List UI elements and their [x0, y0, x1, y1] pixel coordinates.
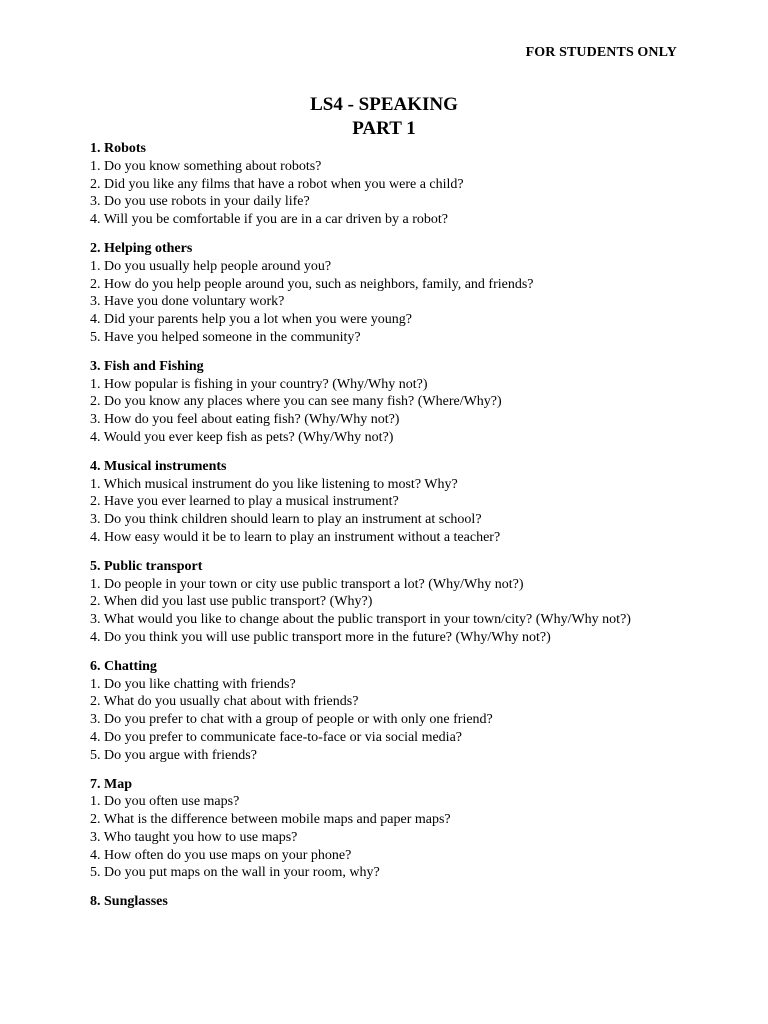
topic-title: 3. Fish and Fishing — [90, 358, 204, 374]
question-item: 1. Which musical instrument do you like listening to most? Why? — [90, 476, 458, 492]
topic-section — [90, 458, 690, 547]
question-item: 4. Do you prefer to communicate face-to-face or via social media? — [90, 729, 462, 745]
question-item: 2. Did you like any films that have a robot when you were a child? — [90, 176, 464, 192]
topic-section — [90, 358, 690, 447]
topic-title: 4. Musical instruments — [90, 458, 227, 474]
question-item: 5. Do you put maps on the wall in your room, why? — [90, 865, 380, 881]
topic-section — [90, 776, 690, 883]
question-item: 2. What do you usually chat about with friends? — [90, 694, 359, 710]
question-item: 4. Do you think you will use public transport more in the future? (Why/Why not?) — [90, 629, 551, 645]
topic-title: 1. Robots — [90, 141, 147, 156]
question-item: 2. When did you last use public transport? (Why?) — [90, 594, 373, 610]
topic-title: 2. Helping others — [90, 240, 193, 256]
question-item: 3. Do you use robots in your daily life? — [90, 194, 310, 210]
question-item: 4. Would you ever keep fish as pets? (Why/Why not?) — [90, 429, 394, 445]
question-item: 4. How often do you use maps on your phone? — [90, 847, 352, 863]
question-item: 1. Do you usually help people around you? — [90, 258, 332, 274]
question-item: 3. Do you prefer to chat with a group of people or with only one friend? — [90, 712, 493, 728]
question-item: 4. How easy would it be to learn to play an instrument without a teacher? — [90, 529, 501, 545]
topic-section — [90, 893, 690, 911]
question-item: 1. Do you often use maps? — [90, 794, 240, 810]
topic-title: 8. Sunglasses — [90, 894, 168, 910]
document-title — [0, 93, 768, 141]
topic-section — [90, 558, 690, 647]
question-item: 1. Do you know something about robots? — [90, 158, 322, 174]
audience-note: FOR STUDENTS ONLY — [525, 45, 677, 60]
question-item: 2. Have you ever learned to play a musical instrument? — [90, 494, 399, 510]
question-item: 3. What would you like to change about the public transport in your town/city? (Why/Why not?) — [90, 612, 631, 628]
question-item: 4. Did your parents help you a lot when you were young? — [90, 312, 412, 328]
question-item: 3. Who taught you how to use maps? — [90, 829, 298, 845]
topic-section — [90, 140, 690, 229]
topic-section — [90, 240, 690, 347]
question-list — [90, 140, 690, 922]
question-item: 3. How do you feel about eating fish? (Why/Why not?) — [90, 412, 400, 428]
question-item: 2. What is the difference between mobile maps and paper maps? — [90, 812, 451, 828]
question-item: 4. Will you be comfortable if you are in a car driven by a robot? — [90, 212, 448, 228]
title-line-main: LS4 - SPEAKING — [310, 94, 458, 115]
question-item: 2. Do you know any places where you can see many fish? (Where/Why?) — [90, 394, 502, 410]
question-item: 3. Have you done voluntary work? — [90, 294, 285, 310]
topic-title: 6. Chatting — [90, 658, 157, 674]
title-line-part: PART 1 — [352, 118, 416, 139]
question-item: 5. Have you helped someone in the community? — [90, 329, 361, 345]
question-item: 1. Do you like chatting with friends? — [90, 676, 296, 692]
question-item: 3. Do you think children should learn to play an instrument at school? — [90, 512, 482, 528]
topic-section — [90, 658, 690, 765]
question-item: 2. How do you help people around you, such as neighbors, family, and friends? — [90, 276, 534, 292]
question-item: 1. How popular is fishing in your country? (Why/Why not?) — [90, 376, 428, 392]
question-item: 1. Do people in your town or city use public transport a lot? (Why/Why not?) — [90, 576, 524, 592]
question-item: 5. Do you argue with friends? — [90, 747, 257, 763]
topic-title: 7. Map — [90, 776, 132, 792]
topic-title: 5. Public transport — [90, 558, 203, 574]
